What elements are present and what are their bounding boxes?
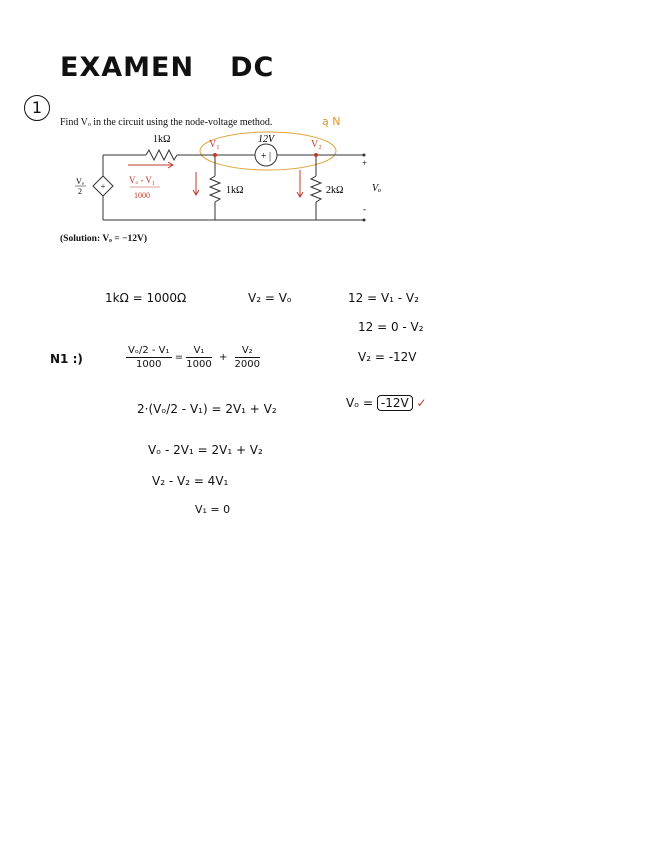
work-line-4: 12 = 0 - V₂ (358, 320, 424, 334)
output-plus-terminal (363, 154, 366, 157)
problem-statement: Find Vₒ in the circuit using the node-voltage method. (60, 117, 273, 128)
eq1-term1: $\frac{\text{V₁}}{1000}$ (186, 345, 212, 370)
eq1-lhs: $\frac{\text{Vₒ/2 - V₁}}{1000}$ (128, 345, 170, 370)
node-v1-label: V₁ (209, 139, 220, 150)
problem-number: 1 (24, 95, 50, 121)
eq1-plus: + (218, 352, 228, 363)
source-polarity: + | (260, 151, 272, 162)
work-eq2: 2·(Vₒ/2 - V₁) = 2V₁ + V₂ (137, 402, 277, 416)
source-label: 12V (258, 134, 275, 145)
circuit-diagram (0, 0, 655, 250)
check-mark-icon: ✓ (416, 396, 427, 410)
eq1-term2: $\frac{\text{V₂}}{2000}$ (234, 345, 260, 370)
r2-label: 1kΩ (226, 185, 244, 196)
current-annot-num: Vₒ - V₁ (129, 175, 156, 185)
exam-title-word2: DC (230, 52, 275, 83)
dep-source-num: Vₒ (76, 177, 85, 186)
output-plus: + (362, 158, 368, 168)
node1-label: N1 :) (50, 352, 83, 366)
node-v2-label: V₂ (311, 139, 322, 150)
work-eq4: V₂ - V₂ = 4V₁ (152, 474, 229, 488)
work-line-3: 12 = V₁ - V₂ (348, 291, 419, 305)
final-answer (346, 396, 427, 410)
r3-label: 2kΩ (326, 185, 344, 196)
node-v1-dot (213, 153, 217, 157)
r1-label: 1kΩ (153, 134, 171, 145)
output-minus: - (363, 204, 366, 214)
exam-title-word1: EXAMEN (60, 52, 195, 83)
node-v2-dot (314, 153, 318, 157)
work-line-2: V₂ = Vₒ (248, 291, 292, 305)
work-eq5: V₁ = 0 (195, 503, 231, 516)
node-equation (126, 345, 260, 370)
dep-source-den: 2 (78, 187, 82, 196)
work-line-1: 1kΩ = 1000Ω (105, 291, 187, 305)
output-label: Vₒ (372, 183, 381, 194)
final-prefix: Vₒ = (346, 396, 374, 410)
solution-text: (Solution: Vₒ = −12V) (60, 234, 148, 244)
work-eq3: Vₒ - 2V₁ = 2V₁ + V₂ (148, 443, 263, 457)
current-annot-den: 1000 (134, 191, 150, 200)
final-value-box: -12V (377, 395, 413, 411)
dep-source-polarity: + (100, 182, 106, 191)
eq1-equals: = (174, 352, 184, 363)
orange-note: ą N (322, 115, 341, 128)
work-line-5: V₂ = -12V (358, 350, 417, 364)
output-minus-terminal (363, 219, 366, 222)
